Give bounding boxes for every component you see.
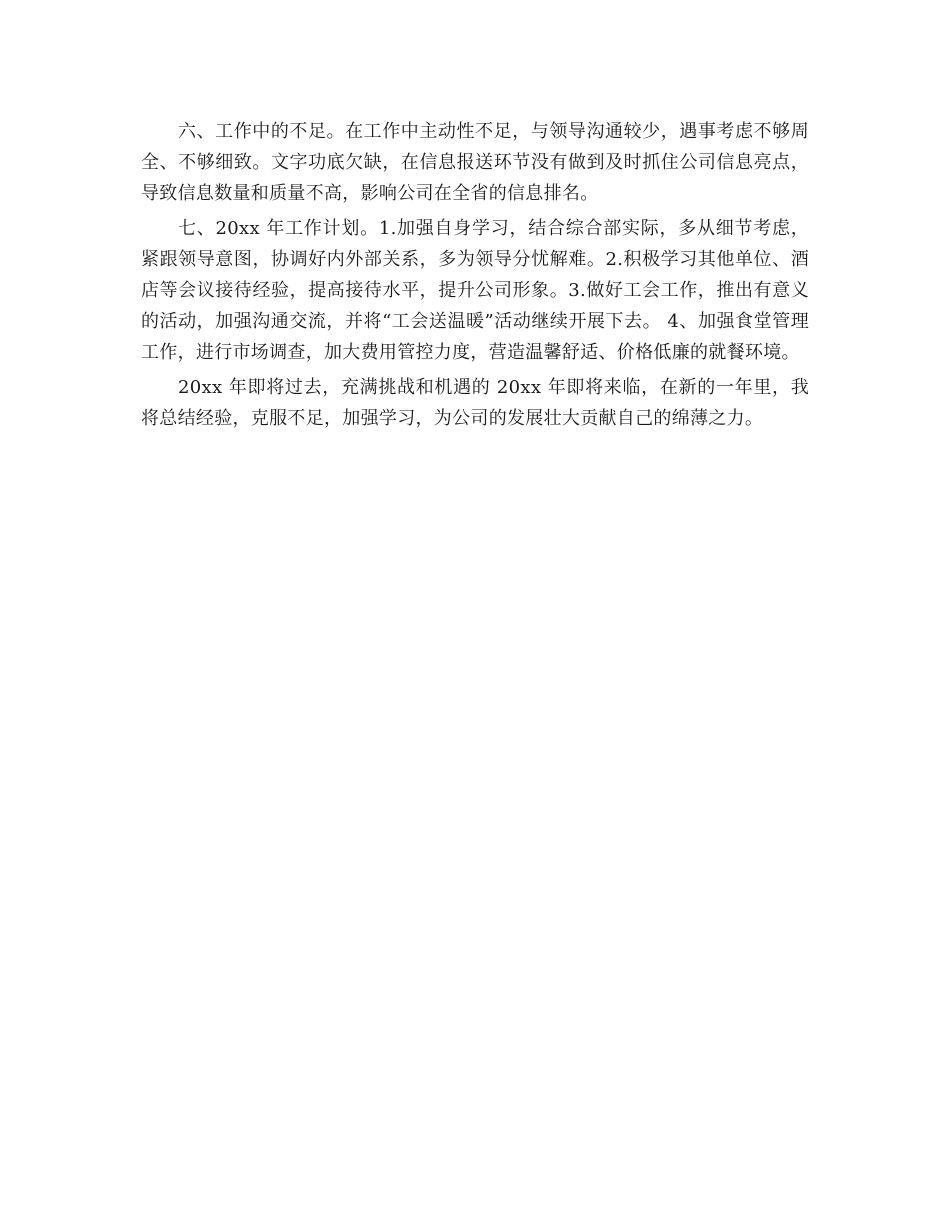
paragraph-closing: 20xx 年即将过去，充满挑战和机遇的 20xx 年即将来临，在新的一年里，我将总结经验，克服不足，加强学习，为公司的发展壮大贡献自己的绵薄之力。 <box>141 377 809 429</box>
paragraph-work-plan: 七、20xx 年工作计划。1.加强自身学习，结合综合部实际，多从细节考虑，紧跟领导意图，协调好内外部关系，多为领导分忧解难。2.积极学习其他单位、酒店等会议接待经验，提高接待水平，提升公司形象。3.做好工会工作，推出有意义的活动，加强沟通交流，并将“工会送温暖”活动继续开展下去。 4、加强食堂管理工作，进行市场调查，加大费用管控力度，营造温馨舒适、价格低廉的就餐环境。 <box>141 218 809 363</box>
paragraph-shortcomings: 六、工作中的不足。在工作中主动性不足，与领导沟通较少，遇事考虑不够周全、不够细致。文字功底欠缺，在信息报送环节没有做到及时抓住公司信息亮点，导致信息数量和质量不高，影响公司在全省的信息排名。 <box>141 121 809 204</box>
document-body <box>141 116 809 438</box>
